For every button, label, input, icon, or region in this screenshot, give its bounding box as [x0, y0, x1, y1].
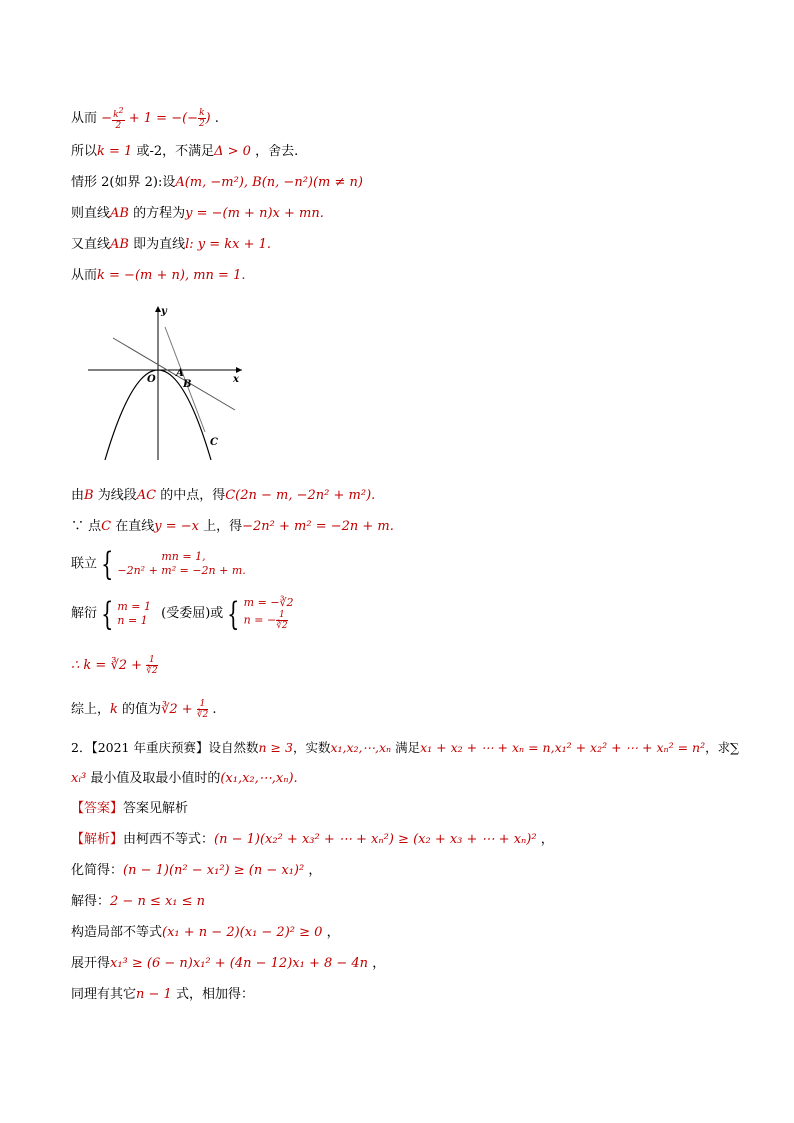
text: ，舍去. — [255, 144, 299, 159]
text: 综上， — [71, 702, 111, 717]
brace: { — [101, 594, 114, 633]
equation-row: n = − — [243, 613, 277, 627]
text: 情形 2(如界 2):设 — [71, 175, 176, 190]
text: . — [212, 702, 217, 717]
line-2 — [71, 142, 298, 162]
text: 化简得： — [71, 863, 124, 878]
line-5 — [71, 235, 271, 255]
text: 上，得 — [203, 519, 243, 534]
line-12 — [71, 699, 217, 720]
numerator: 1 — [276, 610, 287, 621]
text: 构造局部不等式 — [71, 925, 163, 940]
x-axis-arrow — [236, 367, 242, 373]
math-expression: k — [110, 702, 118, 717]
text: 解得： — [71, 894, 111, 909]
text: 的方程为 — [133, 206, 186, 221]
equation-row: mn = 1, — [161, 550, 206, 563]
answer-line — [71, 799, 188, 819]
line-1 — [71, 106, 219, 131]
line-l — [113, 338, 235, 410]
math-expression: B — [84, 488, 94, 503]
math-expression: n − 1 — [136, 987, 172, 1002]
equation-row: −2n² + m² = −2n + m. — [117, 564, 246, 577]
math-expression: l: y = kx + 1. — [185, 237, 272, 252]
text: 由柯西不等式： — [123, 832, 215, 847]
math-expression: − $\frac{k^2}{2}$ + 1 = −(− $\frac{k}{2}$ ) — [101, 106, 211, 131]
label-b: B — [183, 379, 192, 390]
text: 由 — [71, 488, 85, 503]
math-expression: A(m, −m²), B(n, −n²)(m ≠ n) — [175, 175, 363, 190]
line-6 — [71, 266, 245, 286]
math-expression: AB — [110, 206, 129, 221]
equation-system — [244, 596, 294, 631]
text: 即为直线 — [133, 237, 186, 252]
solution-line-2 — [71, 861, 321, 881]
brace: { — [101, 545, 114, 583]
text: 从而 — [71, 268, 98, 283]
label-c: C — [210, 437, 218, 448]
text: 同理有其它 — [71, 987, 137, 1002]
label-o: O — [147, 374, 156, 385]
brace: { — [227, 594, 240, 633]
math-expression: C(2n − m, −2n² + m²). — [225, 488, 376, 503]
math-expression: (n − 1)(n² − x₁²) ≥ (n − x₁)² — [123, 863, 305, 878]
problem-2-line-1 — [71, 738, 739, 758]
text: 满足 — [395, 740, 421, 755]
text: (受委屈)或 — [161, 606, 224, 621]
math-expression: AC — [136, 488, 157, 503]
parabola-figure — [85, 302, 255, 462]
text: . — [214, 111, 219, 126]
denominator: ∛2 — [146, 666, 158, 676]
math-expression: AB — [110, 237, 129, 252]
solution-line-1 — [71, 830, 554, 850]
text: 答案见解析 — [123, 801, 189, 816]
line-7 — [71, 486, 375, 506]
denominator: ∛2 — [196, 710, 209, 720]
problem-2-line-2 — [71, 769, 298, 789]
math-expression: 2 − n ≤ x₁ ≤ n — [110, 894, 206, 909]
math-expression: n ≥ 3 — [258, 740, 293, 755]
math-expression: (x₁,x₂,⋯,xₙ). — [220, 771, 298, 786]
solution-tag: 【解析】 — [71, 832, 124, 847]
text: 或-2，不满足 — [136, 144, 215, 159]
text: ，求∑ — [705, 740, 740, 755]
math-expression: k = 1 — [97, 144, 133, 159]
math-expression: x₁ + x₂ + ⋯ + xₙ = n,x₁² + x₂² + ⋯ + xₙ² = n² — [420, 740, 706, 755]
equation-row: n = 1 — [117, 613, 148, 627]
text: 的中点，得 — [160, 488, 226, 503]
text: ∵ 点 — [71, 519, 102, 534]
label-a: A — [176, 368, 184, 379]
label-y: y — [161, 306, 167, 317]
line-3 — [71, 173, 363, 193]
numerator: 1 — [146, 655, 157, 666]
denominator: ∛2 — [276, 621, 288, 631]
text: ，实数 — [292, 740, 331, 755]
text: 的值为 — [122, 702, 162, 717]
line-11 — [71, 655, 158, 676]
text: ， — [540, 832, 554, 847]
text: 展开得 — [71, 956, 111, 971]
solution-line-4 — [71, 923, 340, 943]
solution-line-3 — [71, 892, 205, 912]
math-expression: ∴ k = ∛2 + — [71, 658, 147, 673]
equation-system — [117, 550, 245, 578]
math-expression: xᵢ³ — [71, 771, 87, 786]
answer-tag: 【答案】 — [71, 801, 124, 816]
equation-row: m = −∛2 — [243, 596, 294, 609]
text: 最小值及取最小值时的 — [90, 771, 221, 786]
math-expression: x₁³ ≥ (6 − n)x₁² + (4n − 12)x₁ + 8 − 4n — [110, 956, 369, 971]
label-x: x — [233, 374, 239, 385]
text: ， — [372, 956, 386, 971]
solution-line-5 — [71, 954, 385, 974]
math-expression: y = −x — [154, 519, 199, 534]
math-expression: x₁,x₂,⋯,xₙ — [330, 740, 392, 755]
math-expression: (n − 1)(x₂² + x₃² + ⋯ + xₙ²) ≥ (x₂ + x₃ + ⋯ + xₙ)² — [214, 832, 537, 847]
line-8 — [71, 517, 394, 537]
equation-row: m = 1 — [117, 599, 152, 613]
text: 2．【2021 年重庆预赛】设自然数 — [71, 740, 259, 755]
text: ， — [308, 863, 322, 878]
text: 则直线 — [71, 206, 111, 221]
text: 所以 — [71, 144, 98, 159]
text: 为线段 — [97, 488, 137, 503]
text: ， — [326, 925, 340, 940]
math-expression: k = −(m + n), mn = 1. — [97, 268, 246, 283]
text: 联立 — [71, 556, 98, 572]
numerator: 1 — [197, 699, 208, 710]
line-9 — [71, 545, 246, 583]
solution-line-6 — [71, 985, 254, 1005]
equation-system — [117, 600, 151, 628]
text: 式，相加得： — [175, 987, 254, 1002]
text: 在直线 — [115, 519, 155, 534]
math-expression: y = −(m + n)x + mn. — [185, 206, 324, 221]
math-expression: ∛2 + — [161, 702, 197, 717]
text: 又直线 — [71, 237, 111, 252]
math-expression: C — [101, 519, 112, 534]
line-10 — [71, 596, 294, 631]
math-expression: Δ > 0 — [214, 144, 251, 159]
math-expression: (x₁ + n − 2)(x₁ − 2)² ≥ 0 — [162, 925, 323, 940]
text: 解衍 — [71, 606, 98, 621]
math-expression: −2n² + m² = −2n + m. — [242, 519, 394, 534]
text: 从而 — [71, 111, 98, 126]
line-4 — [71, 204, 324, 224]
